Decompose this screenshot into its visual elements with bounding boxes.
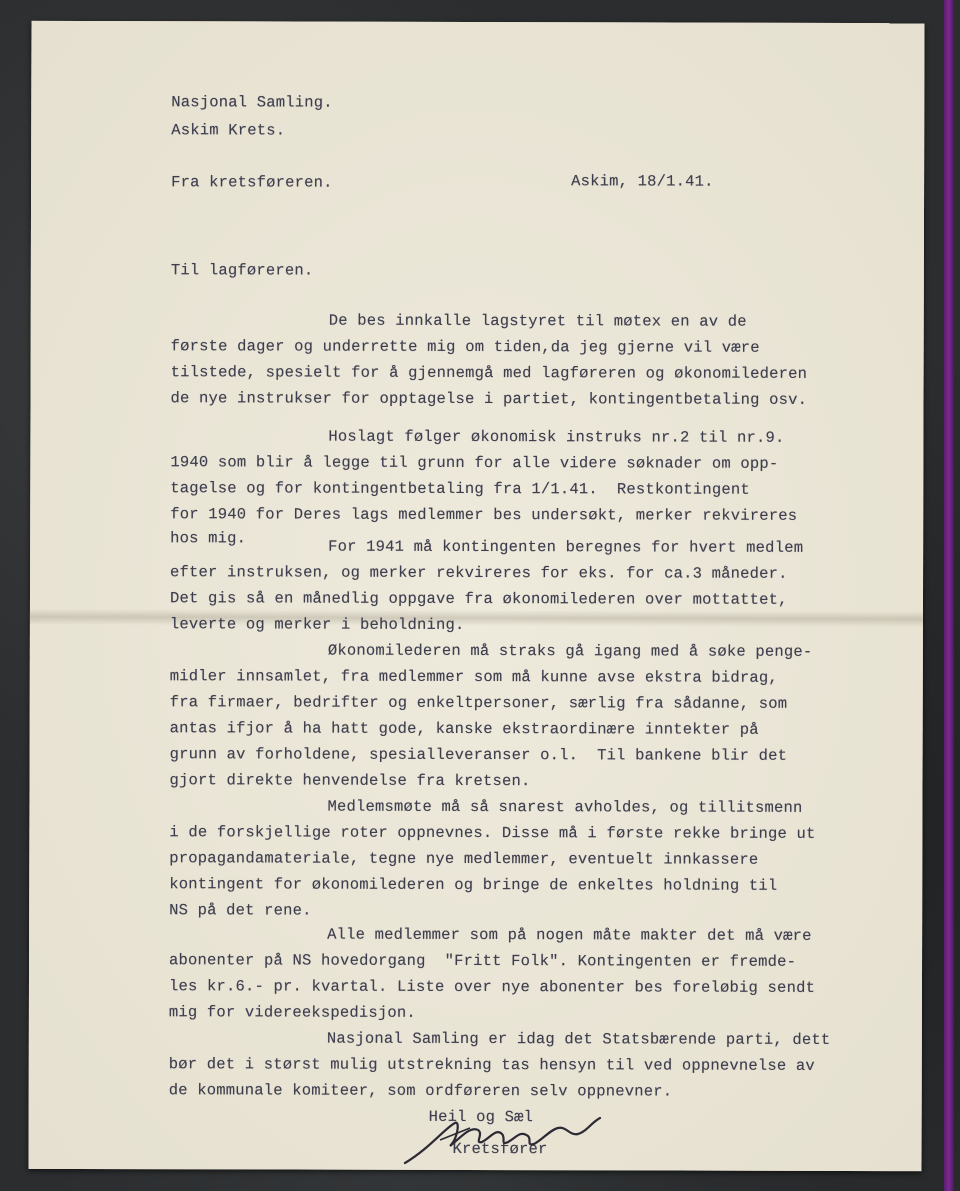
body-line: tilstede, spesielt for å gjennemgå med lagføreren og økonomilederen bbox=[170, 363, 808, 383]
body-line: i de forskjellige roter oppnevnes. Disse må i første rekke bringe ut bbox=[169, 823, 816, 843]
body-line: abonenter på NS hovedorgang "Fritt Folk". Kontingenten er fremde- bbox=[169, 951, 797, 971]
body-line: For 1941 må kontingenten beregnes for hvert medlem bbox=[328, 537, 804, 557]
closing-title: Kretsfører bbox=[452, 1139, 548, 1159]
body-line: grunn av forholdene, spesialleveranser o.l. Til bankene blir det bbox=[169, 745, 788, 765]
body-line: midler innsamlet, fra medlemmer som må kunne avse ekstra bidrag, bbox=[169, 667, 778, 687]
body-line: Medlemsmøte må så snarest avholdes, og tillitsmenn bbox=[327, 797, 803, 817]
body-line: NS på det rene. bbox=[169, 901, 312, 920]
body-line: bør det i størst mulig utstrekning tas hensyn til ved oppnevnelse av bbox=[168, 1055, 815, 1075]
body-line: Hoslagt følger økonomisk instruks nr.2 til nr.9. bbox=[328, 427, 785, 447]
body-line: for 1940 for Deres lags medlemmer bes undersøkt, merker rekvireres bbox=[170, 505, 798, 525]
body-line: les kr.6.- pr. kvartal. Liste over nye abonenter bes foreløbig sendt bbox=[168, 977, 816, 997]
date-line: Askim, 18/1.41. bbox=[571, 172, 714, 191]
body-line: antas ifjor å ha hatt gode, kanske ekstraordinære inntekter på bbox=[169, 719, 759, 739]
body-line: 1940 som blir å legge til grunn for alle videre søknader om opp- bbox=[170, 453, 779, 473]
body-line: leverte og merker i beholdning. bbox=[169, 615, 465, 634]
body-line: fra firmaer, bedrifter og enkeltpersoner, særlig fra sådanne, som bbox=[169, 693, 788, 713]
body-line: hos mig. bbox=[170, 529, 247, 548]
body-line: Alle medlemmer som på nogen måte makter det må være bbox=[327, 925, 812, 945]
body-line: Økonomilederen må straks gå igang med å søke penge- bbox=[327, 641, 813, 661]
handwritten-signature bbox=[400, 1108, 610, 1168]
body-line: gjort direkte henvendelse fra kretsen. bbox=[169, 771, 531, 791]
body-line: propagandamateriale, tegne nye medlemmer, eventuelt innkassere bbox=[169, 849, 759, 869]
body-line: tagelse og for kontingentbetaling fra 1/1.41. Restkontingent bbox=[170, 479, 750, 499]
body-line: De bes innkalle lagstyret til møtex en av de bbox=[328, 311, 747, 331]
body-line: første dager og underrette mig om tiden,da jeg gjerne vil være bbox=[170, 337, 760, 357]
purple-border bbox=[944, 0, 954, 1191]
body-line: de kommunale komiteer, som ordføreren selv oppnevner. bbox=[168, 1081, 673, 1101]
sender-line: Fra kretsføreren. bbox=[171, 173, 333, 192]
recipient-line: Til lagføreren. bbox=[170, 261, 314, 280]
letterhead-district: Askim Krets. bbox=[171, 121, 286, 140]
body-line: efter instruksen, og merker rekvireres for eks. for ca.3 måneder. bbox=[170, 563, 788, 583]
body-line: kontingent for økonomilederen og bringe de enkeltes holdning til bbox=[169, 875, 778, 895]
body-line: Nasjonal Samling er idag det Statsbærende parti, dett bbox=[326, 1029, 831, 1049]
closing-greeting: Heil og Sæl bbox=[428, 1107, 534, 1127]
body-line: Det gis så en månedlig oppgave fra økonomilederen over mottattet, bbox=[169, 589, 788, 609]
letterhead-org: Nasjonal Samling. bbox=[171, 93, 333, 112]
letter-page bbox=[28, 21, 924, 1171]
body-line: mig for videreekspedisjon. bbox=[168, 1003, 416, 1022]
body-line: de nye instrukser for opptagelse i partiet, kontingentbetaling osv. bbox=[170, 389, 808, 409]
